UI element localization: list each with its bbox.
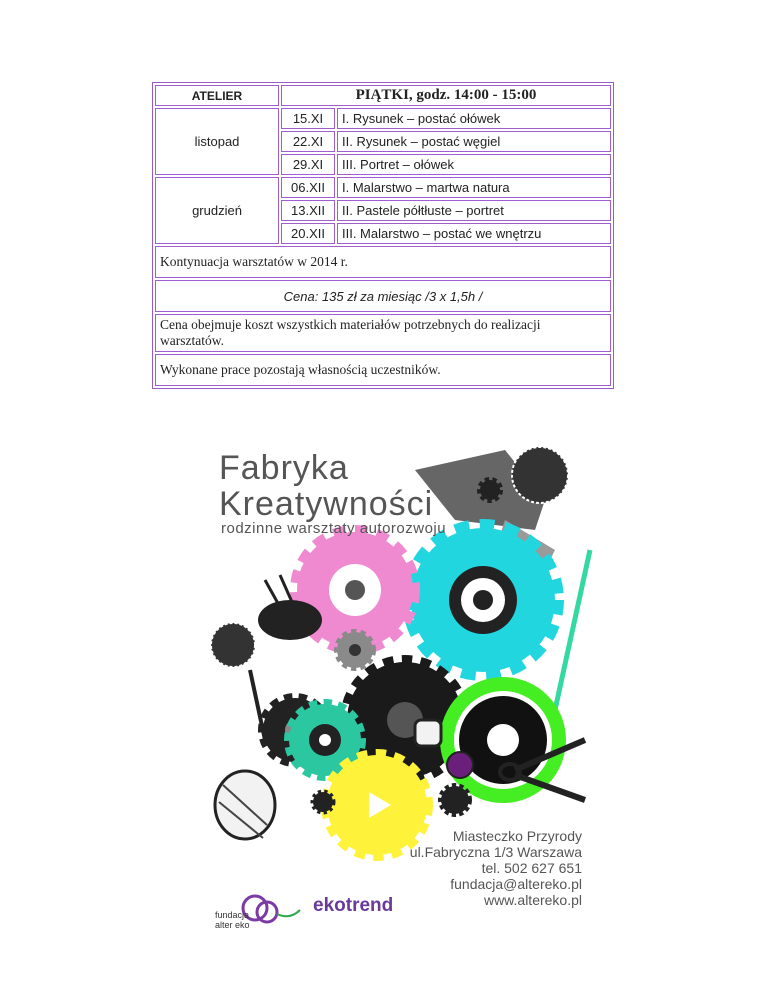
atelier-label: ATELIER <box>155 85 279 106</box>
pencil-icon <box>555 550 590 710</box>
session-title: I. Malarstwo – martwa natura <box>337 177 611 198</box>
session-title: II. Pastele półtłuste – portret <box>337 200 611 221</box>
contact-phone: tel. 502 627 651 <box>481 860 582 876</box>
session-date: 06.XII <box>281 177 335 198</box>
session-date: 15.XI <box>281 108 335 129</box>
ekotrend-logo: ekotrend <box>313 895 394 916</box>
month-label: listopad <box>155 108 279 175</box>
price-note: Cena: 135 zł za miesiąc /3 x 1,5h / <box>155 280 611 312</box>
palette-icon <box>258 600 322 640</box>
schedule-header: PIĄTKI, godz. 14:00 - 15:00 <box>281 85 611 106</box>
month-label: grudzień <box>155 177 279 244</box>
workshop-poster <box>205 440 600 940</box>
contact-place: Miasteczko Przyrody <box>452 828 582 844</box>
thread-spool-icon <box>215 771 275 839</box>
table-row <box>155 314 611 352</box>
poster-title <box>219 450 433 522</box>
materials-note: Cena obejmuje koszt wszystkich materiałów potrzebnych do realizacji warsztatów. <box>155 314 611 352</box>
black-gear-icon <box>480 480 500 500</box>
alter-eko-line1: fundacja <box>215 910 250 920</box>
session-date: 20.XII <box>281 223 335 244</box>
contact-website: www.altereko.pl <box>483 892 582 908</box>
gray-gear-icon <box>337 632 373 668</box>
schedule-table <box>152 82 614 389</box>
contact-address: ul.Fabryczna 1/3 Warszawa <box>409 844 582 860</box>
doily-icon <box>211 623 255 667</box>
session-title: III. Malarstwo – postać we wnętrzu <box>337 223 611 244</box>
table-row <box>155 108 611 129</box>
fork-icon <box>250 670 265 740</box>
session-date: 22.XI <box>281 131 335 152</box>
continuation-note: Kontynuacja warsztatów w 2014 r. <box>155 246 611 278</box>
small-gear-icon <box>441 786 469 814</box>
alter-eko-line2: alter eko <box>215 920 250 930</box>
session-date: 13.XII <box>281 200 335 221</box>
session-title: II. Rysunek – postać węgiel <box>337 131 611 152</box>
session-date: 29.XI <box>281 154 335 175</box>
session-title: III. Portret – ołówek <box>337 154 611 175</box>
small-gear-icon <box>313 792 333 812</box>
contact-email: fundacja@altereko.pl <box>450 876 582 892</box>
poster-title-line2: Kreatywności <box>219 485 434 523</box>
poster-title-line1: Fabryka <box>219 449 349 487</box>
table-header-row <box>155 85 611 106</box>
purple-button-icon <box>447 752 473 778</box>
poster-subtitle: rodzinne warsztaty autorozwoju <box>221 520 447 537</box>
contact-block <box>410 828 582 908</box>
table-row <box>155 246 611 278</box>
table-row <box>155 354 611 386</box>
table-row <box>155 177 611 198</box>
thread-spool-icon <box>415 720 441 746</box>
table-row <box>155 280 611 312</box>
alter-eko-logo <box>215 890 305 935</box>
session-title: I. Rysunek – postać ołówek <box>337 108 611 129</box>
doily-icon <box>512 447 568 503</box>
cyan-gear-icon <box>411 528 555 672</box>
ownership-note: Wykonane prace pozostają własnością uczestników. <box>155 354 611 386</box>
